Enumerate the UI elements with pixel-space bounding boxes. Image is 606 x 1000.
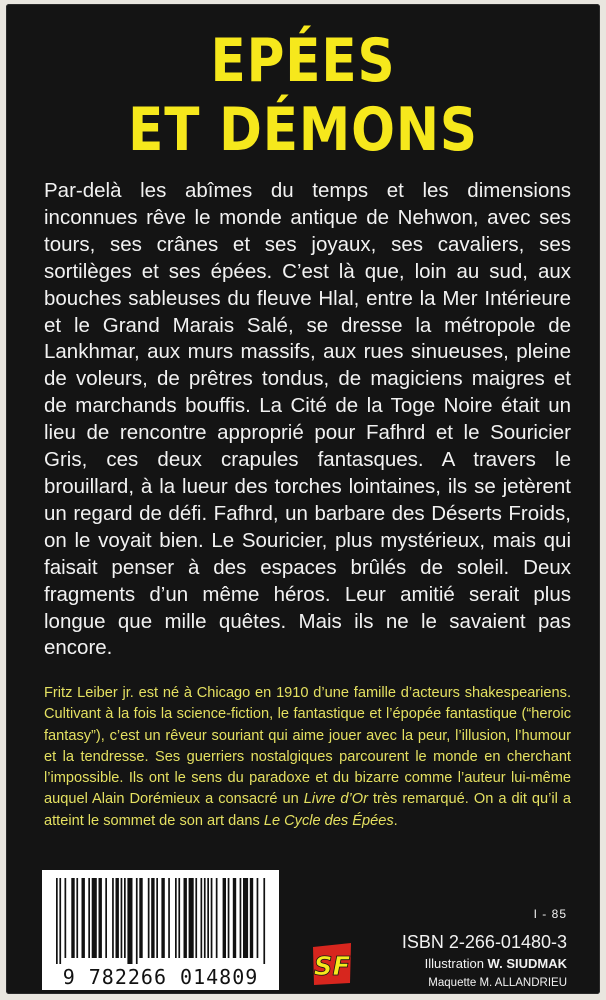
barcode-bar <box>136 878 138 964</box>
barcode-bar <box>156 878 158 958</box>
barcode-bar <box>56 878 58 964</box>
sf-logo-icon <box>310 941 354 987</box>
barcode-bar <box>161 878 164 958</box>
barcode-bar <box>76 878 78 958</box>
barcode-bar <box>211 878 213 958</box>
barcode-bar <box>148 878 150 958</box>
series-code: I - 85 <box>533 907 567 921</box>
author-bio <box>44 683 571 832</box>
bio-part-3: . <box>393 812 398 829</box>
barcode-bar <box>216 878 218 958</box>
book-back-cover <box>6 4 600 994</box>
barcode-bar <box>139 878 142 958</box>
barcode-bar <box>233 878 236 958</box>
barcode-bar <box>112 878 114 958</box>
illustrator-name: W. SIUDMAK <box>487 956 567 971</box>
barcode-bar <box>116 878 119 958</box>
barcode-number: 9 782266 014809 <box>62 965 259 989</box>
barcode-bar <box>65 878 67 958</box>
barcode-bar <box>201 878 203 958</box>
maquette-credit: Maquette M. ALLANDRIEU <box>428 977 567 989</box>
barcode-bar <box>121 878 123 958</box>
barcode-bar <box>204 878 206 958</box>
barcode-bar <box>88 878 90 958</box>
barcode-bar <box>189 878 194 958</box>
barcode-bars <box>54 878 267 964</box>
barcode-bar <box>207 878 209 958</box>
barcode-bar <box>223 878 226 958</box>
barcode-bar <box>105 878 107 958</box>
bio-book-title-1: Livre d’Or <box>303 791 368 808</box>
barcode-bar <box>263 878 265 964</box>
barcode-bar <box>71 878 74 958</box>
barcode-bar <box>92 878 97 958</box>
barcode-bar <box>184 878 187 958</box>
title-line-2: ET DÉMONS <box>128 95 478 165</box>
barcode-bar <box>127 878 132 964</box>
illustration-credit <box>425 956 567 971</box>
barcode-bar <box>243 878 248 958</box>
bio-part-1: Fritz Leiber jr. est né à Chicago en 1910 d’une famille d’acteurs shakespeariens. Cultivant à la fois la science-fiction, le fantastique et l’épopée fantastique (“heroic fantasy”), c’est un rêveur souriant qui aime jouer avec la peur, l’illusion, l’humour et la tendresse. Ses guerriers nostalgiques parcourent le monde en cherchant l’impossible. Ils ont le sens du paradoxe et du bizarre comme l’auteur lui-même auquel Alain Dorémieux a consacré un <box>44 685 571 808</box>
barcode-bar <box>240 878 242 958</box>
barcode <box>42 870 279 990</box>
barcode-bar <box>59 878 61 964</box>
barcode-bar <box>175 878 177 958</box>
barcode-bar <box>257 878 259 958</box>
title-line-1: EPÉES <box>210 26 396 96</box>
barcode-bar <box>178 878 180 958</box>
barcode-bar <box>151 878 154 958</box>
blurb-text: Par-delà les abîmes du temps et les dimensions inconnues rêve le monde antique de Nehwon, avec ses tours, ses crânes et ses joyaux, ses cavaliers, ses sortilèges et ses épées. C’est là que, loin au sud, aux bouches sableuses du fleuve Hlal, entre la Mer Intérieure et le Grand Marais Salé, se dresse la métropole de Lankhmar, aux murs massifs, aux rues sinueuses, pleine de voleurs, de prêtres tondus, de magiciens maigres et de marchands bouffis. La Cité de la Toge Noire était un lieu de rencontre approprié pour Fafhrd et le Souricier Gris, ces deux crapules fantasques. A travers le brouillard, à la lueur des torches lointaines, ils se jetèrent un regard de défi. Fafhrd, un barbare des Déserts Froids, on le voyait bien. Le Souricier, plus mystérieux, mais qui faisait penser à des espaces brûlés de soleil. Deux fragments d’un même héros. Leur amitié serait plus longue que mille quêtes. Mais ils ne le savaient pas encore. <box>44 179 571 660</box>
barcode-bar <box>99 878 102 958</box>
sf-logo-text: SF <box>313 952 351 982</box>
bio-book-title-2: Le Cycle des Épées <box>263 812 394 829</box>
illustration-label: Illustration <box>424 956 484 971</box>
barcode-bar <box>228 878 230 958</box>
barcode-bar <box>82 878 85 958</box>
bio-part-2: très remarqué. On a dit qu’il a atteint le sommet de son art dans <box>44 791 571 829</box>
barcode-bar <box>168 878 170 958</box>
barcode-bar <box>124 878 126 958</box>
barcode-bar <box>195 878 197 958</box>
barcode-bar <box>250 878 253 958</box>
isbn: ISBN 2-266-01480-3 <box>401 932 567 952</box>
